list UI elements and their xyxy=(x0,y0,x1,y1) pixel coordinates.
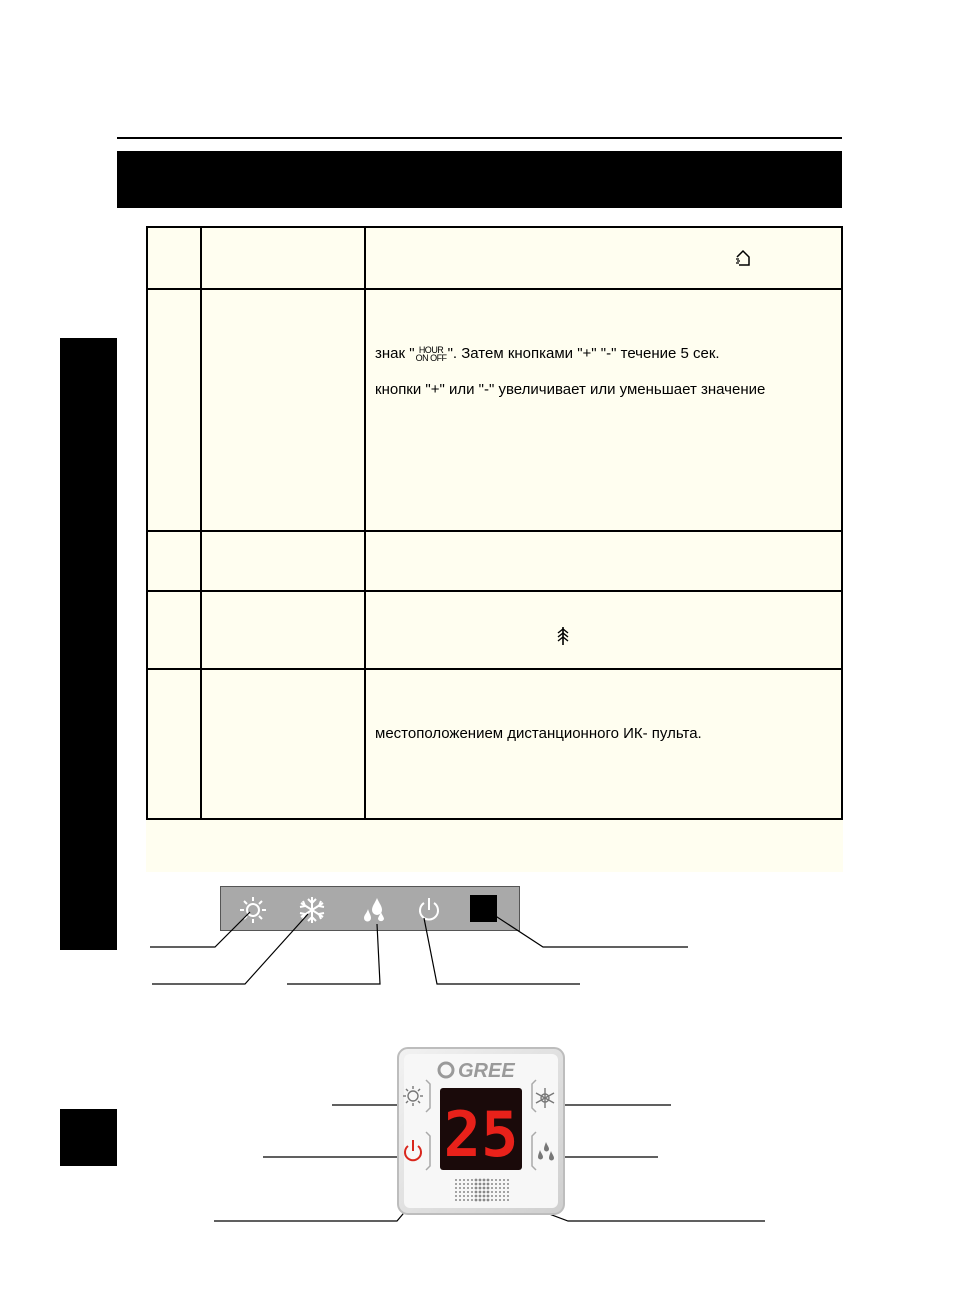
table-footer-band xyxy=(146,820,843,872)
device-illustration xyxy=(396,1046,566,1216)
device-front-panel xyxy=(396,1046,566,1216)
grille-dot xyxy=(483,1195,486,1198)
grille-dot xyxy=(507,1187,509,1189)
grille-dot xyxy=(507,1183,509,1185)
grille-dot xyxy=(499,1191,501,1193)
grille-dot xyxy=(495,1187,497,1189)
grille-dot xyxy=(491,1179,493,1181)
grille-dot xyxy=(495,1179,497,1181)
grille-dot xyxy=(491,1183,493,1185)
grille-dot xyxy=(491,1199,493,1201)
grille-dot xyxy=(471,1195,473,1197)
grille-dot xyxy=(507,1199,509,1201)
grille-dot xyxy=(471,1191,473,1193)
grille-dot xyxy=(507,1195,509,1197)
grille-dot xyxy=(455,1195,457,1197)
grille-dot xyxy=(487,1179,490,1182)
grille-dot xyxy=(479,1187,482,1190)
grille-dot xyxy=(463,1179,465,1181)
grille-dot xyxy=(487,1191,490,1194)
snowflake-icon xyxy=(297,895,327,925)
grille-dot xyxy=(467,1187,469,1189)
grille-dot xyxy=(499,1195,501,1197)
grille-dot xyxy=(463,1187,465,1189)
grille-dot xyxy=(463,1191,465,1193)
brand-logo: GREE xyxy=(458,1060,515,1082)
grille-dot xyxy=(503,1191,505,1193)
grille-dot xyxy=(475,1183,478,1186)
power-icon xyxy=(414,895,444,925)
grille-dot xyxy=(475,1195,478,1198)
grille-dot xyxy=(499,1187,501,1189)
grille-dot xyxy=(503,1179,505,1181)
grille-dot xyxy=(463,1199,465,1201)
grille-dot xyxy=(459,1195,461,1197)
leader-drops xyxy=(287,924,380,984)
grille-dot xyxy=(467,1199,469,1201)
grille-dot xyxy=(487,1199,490,1202)
grille-dot xyxy=(483,1191,486,1194)
grille-dot xyxy=(467,1183,469,1185)
sun-icon xyxy=(238,895,268,925)
row2-line1: знак " HOUR ON OFF". Затем кнопками "+" "-" течение 5 сек. xyxy=(375,345,720,364)
hour-on-off-mark: HOUR ON OFF xyxy=(415,345,447,364)
grille-dot xyxy=(499,1199,501,1201)
row-divider-2 xyxy=(148,530,841,532)
grille-dot xyxy=(491,1187,493,1189)
grille-dot xyxy=(479,1199,482,1202)
grille-dot xyxy=(495,1199,497,1201)
top-rule xyxy=(117,137,842,139)
grille-dot xyxy=(471,1199,473,1201)
leader-square xyxy=(494,915,688,947)
grille-dot xyxy=(459,1187,461,1189)
grille-dot xyxy=(467,1195,469,1197)
grille-dot xyxy=(503,1187,505,1189)
grille-dot xyxy=(491,1191,493,1193)
side-chapter-tab xyxy=(60,338,117,950)
fan-tree-icon xyxy=(555,626,571,646)
square-indicator xyxy=(470,895,497,922)
grille-dot xyxy=(495,1183,497,1185)
grille-dot xyxy=(459,1183,461,1185)
section-header-bar xyxy=(117,151,842,208)
grille-dot xyxy=(483,1199,486,1202)
grille-dot xyxy=(499,1179,501,1181)
grille-dot xyxy=(483,1179,486,1182)
grille-dot xyxy=(467,1191,469,1193)
grille-dot xyxy=(503,1199,505,1201)
temperature-value: 25 xyxy=(443,1098,519,1171)
grille-dot xyxy=(459,1191,461,1193)
grille-dot xyxy=(475,1187,478,1190)
row5-line1: местоположением дистанционного ИК- пульта. xyxy=(375,725,702,742)
control-panel-strip xyxy=(220,886,520,931)
grille-dot xyxy=(455,1191,457,1193)
grille-dot xyxy=(495,1195,497,1197)
row2-line2: кнопки "+" или "-" увеличивает или уменьшает значение xyxy=(375,381,766,398)
function-table xyxy=(146,226,843,820)
page-number-block xyxy=(60,1109,117,1166)
grille-dot xyxy=(463,1195,465,1197)
grille-dot xyxy=(475,1191,478,1194)
grille-dot xyxy=(455,1179,457,1181)
grille-dot xyxy=(455,1187,457,1189)
grille-dot xyxy=(475,1199,478,1202)
grille-dot xyxy=(507,1191,509,1193)
grille-dot xyxy=(491,1195,493,1197)
grille-dot xyxy=(479,1191,482,1194)
water-drops-icon xyxy=(359,895,389,925)
grille-dot xyxy=(463,1183,465,1185)
grille-dot xyxy=(487,1187,490,1190)
row-divider-1 xyxy=(148,288,841,290)
row-divider-3 xyxy=(148,590,841,592)
grille-dot xyxy=(507,1179,509,1181)
grille-dot xyxy=(483,1187,486,1190)
grille-dot xyxy=(487,1195,490,1198)
col-divider-1 xyxy=(200,228,202,818)
grille-dot xyxy=(503,1195,505,1197)
grille-dot xyxy=(503,1183,505,1185)
grille-dot xyxy=(483,1183,486,1186)
grille-dot xyxy=(495,1191,497,1193)
grille-dot xyxy=(479,1179,482,1182)
grille-dot xyxy=(479,1195,482,1198)
grille-dot xyxy=(459,1199,461,1201)
col-divider-2 xyxy=(364,228,366,818)
grille-dot xyxy=(455,1183,457,1185)
grille-dot xyxy=(487,1183,490,1186)
home-person-icon xyxy=(733,248,753,268)
grille-dot xyxy=(471,1183,473,1185)
grille-dot xyxy=(467,1179,469,1181)
grille-dot xyxy=(459,1179,461,1181)
grille-dot xyxy=(475,1179,478,1182)
grille-dot xyxy=(471,1179,473,1181)
grille-dot xyxy=(479,1183,482,1186)
grille-dot xyxy=(499,1183,501,1185)
grille-dot xyxy=(455,1199,457,1201)
row-divider-4 xyxy=(148,668,841,670)
grille-dot xyxy=(471,1187,473,1189)
